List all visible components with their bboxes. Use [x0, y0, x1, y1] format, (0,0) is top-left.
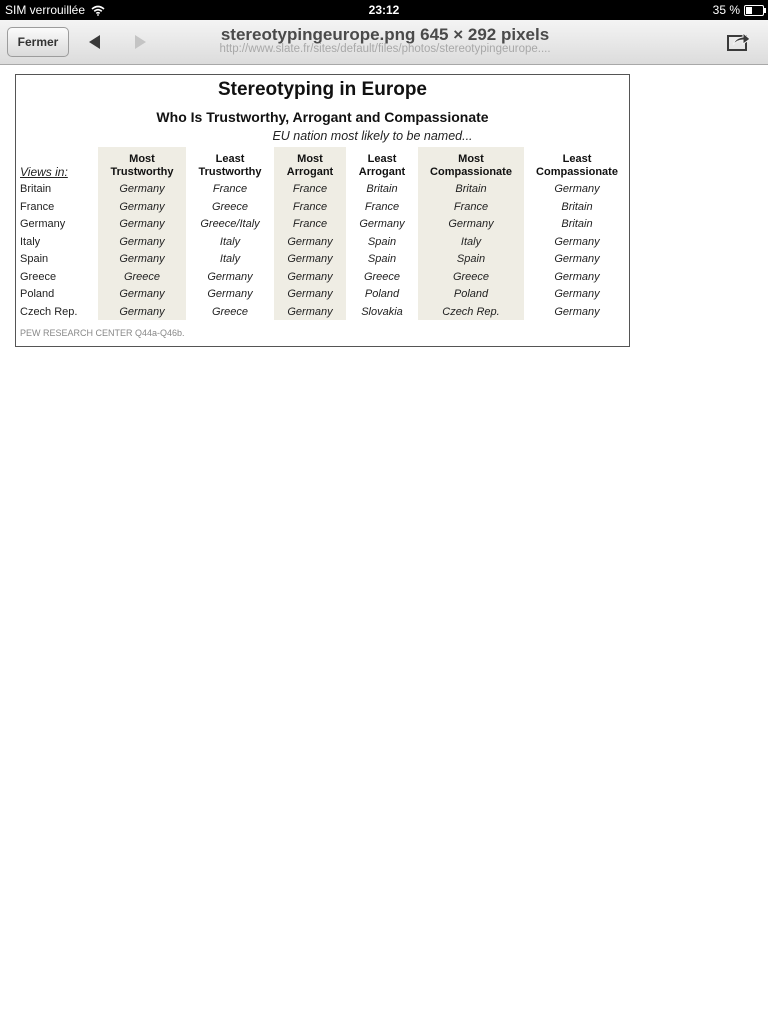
- column-header-line2: Trustworthy: [198, 166, 262, 178]
- table-cell: Italy: [219, 235, 241, 248]
- table-cell: Italy: [460, 235, 482, 248]
- share-icon[interactable]: [726, 30, 752, 52]
- table-cell: Germany: [287, 305, 333, 318]
- table-cell: Czech Rep.: [442, 305, 500, 318]
- row-label: Italy: [20, 235, 41, 248]
- table-cell: Germany: [119, 200, 165, 213]
- column-header: [418, 153, 524, 179]
- table-cell: Germany: [119, 218, 165, 230]
- table-cell: Spain: [367, 235, 397, 248]
- table-cell: Germany: [287, 253, 333, 265]
- carrier-label: SIM verrouillée: [5, 3, 86, 17]
- row-label: Germany: [20, 218, 66, 230]
- close-button[interactable]: Fermer: [7, 27, 69, 57]
- table-cell: Germany: [554, 183, 600, 195]
- column-header-line2: Compassionate: [536, 166, 618, 178]
- table-cell: Germany: [207, 288, 253, 300]
- table-cell: Germany: [554, 253, 600, 265]
- battery-percent: 35 %: [712, 3, 740, 17]
- table-cell: Germany: [359, 218, 405, 230]
- table-cell: Germany: [287, 270, 333, 283]
- table-cell: Germany: [119, 235, 165, 248]
- table-cell: Spain: [456, 253, 486, 265]
- table-cell: Germany: [448, 218, 494, 230]
- table-cell: Germany: [554, 270, 600, 283]
- table-cell: Greece: [363, 270, 401, 283]
- table-cell: Greece: [211, 200, 249, 213]
- table-cell: Germany: [554, 305, 600, 318]
- table-cell: Spain: [367, 253, 397, 265]
- table-cell: Greece: [452, 270, 490, 283]
- table-cell: Britain: [561, 200, 593, 213]
- row-label: Czech Rep.: [20, 305, 78, 318]
- battery-level: [746, 7, 752, 14]
- table-cell: France: [292, 183, 328, 195]
- page-title: stereotypingeurope.png 645 × 292 pixels: [220, 25, 550, 44]
- row-label: France: [20, 200, 55, 213]
- column-header: [186, 153, 274, 179]
- figure-title: Stereotyping in Europe: [217, 79, 428, 100]
- table-cell: France: [212, 183, 248, 195]
- column-header-line1: Least: [367, 153, 397, 165]
- stereotyping-table-image: [15, 74, 630, 347]
- page-url: http://www.slate.fr/sites/default/files/photos/stereotypingeurope....: [219, 43, 551, 55]
- battery-icon: [744, 5, 764, 16]
- table-cell: Germany: [287, 235, 333, 248]
- table-cell: Poland: [453, 288, 489, 300]
- table-cell: Germany: [119, 288, 165, 300]
- column-header-line2: Arrogant: [358, 166, 406, 178]
- table-cell: Slovakia: [361, 305, 403, 318]
- figure-subtitle: Who Is Trustworthy, Arrogant and Compassionate: [156, 109, 489, 125]
- table-cell: Britain: [366, 183, 398, 195]
- column-header: [524, 153, 630, 179]
- figure-note: EU nation most likely to be named...: [272, 129, 473, 143]
- status-bar: [0, 0, 768, 20]
- status-right: [713, 3, 764, 17]
- table-cell: Germany: [554, 235, 600, 248]
- column-header-line2: Arrogant: [286, 166, 334, 178]
- table-cell: Britain: [561, 218, 593, 230]
- table-cell: Italy: [219, 253, 241, 265]
- table-cell: Greece: [123, 270, 161, 283]
- table-cell: Poland: [364, 288, 400, 300]
- row-header: Views in:: [20, 165, 68, 179]
- table-cell: France: [292, 200, 328, 213]
- table-cell: Germany: [287, 288, 333, 300]
- row-label: Greece: [20, 270, 57, 283]
- table-cell: Germany: [119, 253, 165, 265]
- table-cell: Germany: [119, 183, 165, 195]
- table-cell: France: [364, 200, 400, 213]
- column-header: [274, 153, 346, 179]
- table-cell: Germany: [119, 305, 165, 318]
- column-header: [346, 153, 418, 179]
- column-header: [98, 153, 186, 179]
- column-header-line1: Least: [562, 153, 592, 165]
- table-cell: Greece: [211, 305, 249, 318]
- column-header-line2: Compassionate: [430, 166, 512, 178]
- back-arrow-icon[interactable]: [85, 32, 105, 52]
- row-label: Spain: [20, 253, 49, 265]
- column-header-line1: Most: [297, 153, 323, 165]
- column-header-line1: Least: [215, 153, 245, 165]
- column-header-line2: Trustworthy: [110, 166, 174, 178]
- table-cell: Germany: [207, 270, 253, 283]
- table-cell: France: [453, 200, 489, 213]
- browser-toolbar: [0, 20, 768, 65]
- row-label: Britain: [20, 183, 52, 195]
- source-note: PEW RESEARCH CENTER Q44a-Q46b.: [20, 328, 185, 338]
- column-header-line1: Most: [458, 153, 484, 165]
- table-cell: France: [292, 218, 328, 230]
- forward-arrow-icon[interactable]: [130, 32, 150, 52]
- table-cell: Britain: [455, 183, 487, 195]
- table-cell: Greece/Italy: [200, 218, 260, 230]
- clock: 23:12: [368, 3, 400, 17]
- row-label: Poland: [20, 288, 55, 300]
- table-cell: Germany: [554, 288, 600, 300]
- column-header-line1: Most: [129, 153, 155, 165]
